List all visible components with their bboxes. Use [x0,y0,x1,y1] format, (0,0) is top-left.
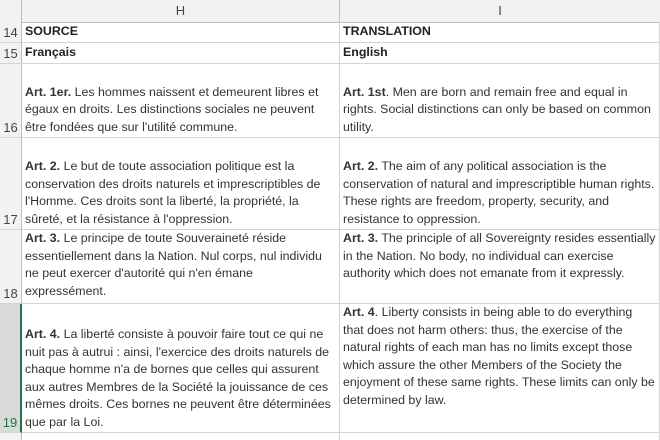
cell-h14[interactable] [22,22,340,43]
cell-h-partial[interactable] [22,433,340,440]
cell-i-partial[interactable] [340,433,660,440]
cell-i18-bold: Art. 3. [343,231,379,245]
cell-h15-bold: Français [25,44,76,59]
row-header-17[interactable]: 17 [0,138,22,230]
cell-h19-text: La liberté consiste à pouvoir faire tout ce qui ne nuit pas à autrui : ainsi, l'exercice des droits naturels de chaque homme n'a de bornes que celles qui assurent aux autres Membres de la Société la jouissance de ces mêmes droits. Ces bornes ne peuvent être déterminées que par la Loi. [25,327,331,429]
cell-h18-bold: Art. 3. [25,231,61,245]
cell-i19[interactable] [340,304,660,433]
cell-h14-bold: SOURCE [25,23,79,38]
cell-i19-text: . Liberty consists in being able to do everything that does not harm others: thus, the exercise of the natural rights of each man has no limits except those which assure the other Members of the Society the enjoyment of these same rights. These limits can only be determined by law. [343,305,655,407]
cell-i15[interactable] [340,43,660,64]
row-header-19[interactable]: 19 [0,304,22,433]
cell-h16-bold: Art. 1er. [25,84,72,99]
row-header-16[interactable]: 16 [0,64,22,138]
cell-h19[interactable] [22,304,340,433]
row-header-15[interactable]: 15 [0,43,22,64]
cell-i16[interactable] [340,64,660,138]
cell-i19-bold: Art. 4 [343,305,375,319]
cell-h18[interactable] [22,230,340,304]
cell-h17-text: Le but de toute association politique est la conservation des droits naturels et imprescriptibles de l'Homme. Ces droits sont la liberté, la propriété, la sûreté, et la résistance à l'oppression. [25,159,321,226]
select-all-corner[interactable] [0,0,22,22]
cell-i17-bold: Art. 2. [343,159,379,173]
cell-h17[interactable] [22,138,340,230]
cell-h16[interactable] [22,64,340,138]
cell-i17[interactable] [340,138,660,230]
cell-h19-bold: Art. 4. [25,327,61,341]
row-header-18[interactable]: 18 [0,230,22,304]
cell-h15[interactable] [22,43,340,64]
cell-i14-bold: TRANSLATION [343,23,431,38]
cell-i17-text: The aim of any political association is the conservation of natural and imprescriptible human rights. These rights are freedom, property, security, and resistance to oppression. [343,159,655,226]
cell-i15-bold: English [343,44,388,59]
cell-h17-bold: Art. 2. [25,159,61,173]
cell-h18-text: Le principe de toute Souveraineté réside essentiellement dans la Nation. Nul corps, nul individu ne peut exercer d'autorité qui n'en émane expressément. [25,231,322,298]
cell-i16-text: . Men are born and remain free and equal in rights. Social distinctions can only be based on common utility. [343,84,651,134]
column-header-row [0,0,660,23]
column-header-h[interactable]: H [22,0,340,22]
cell-i18-text: The principle of all Sovereignty resides essentially in the Nation. No body, no individual can exercise authority which does not emanate from it expressly. [343,231,656,280]
row-header-partial[interactable] [0,433,22,440]
cell-i18[interactable] [340,230,660,304]
cell-h16-text: Les hommes naissent et demeurent libres et égaux en droits. Les distinctions sociales ne peuvent être fondées que sur l'utilité commune. [25,84,319,134]
cell-i14[interactable] [340,22,660,43]
column-header-i[interactable]: I [498,3,502,18]
cell-i16-bold: Art. 1st [343,84,386,99]
row-header-14[interactable]: 14 [0,22,22,43]
